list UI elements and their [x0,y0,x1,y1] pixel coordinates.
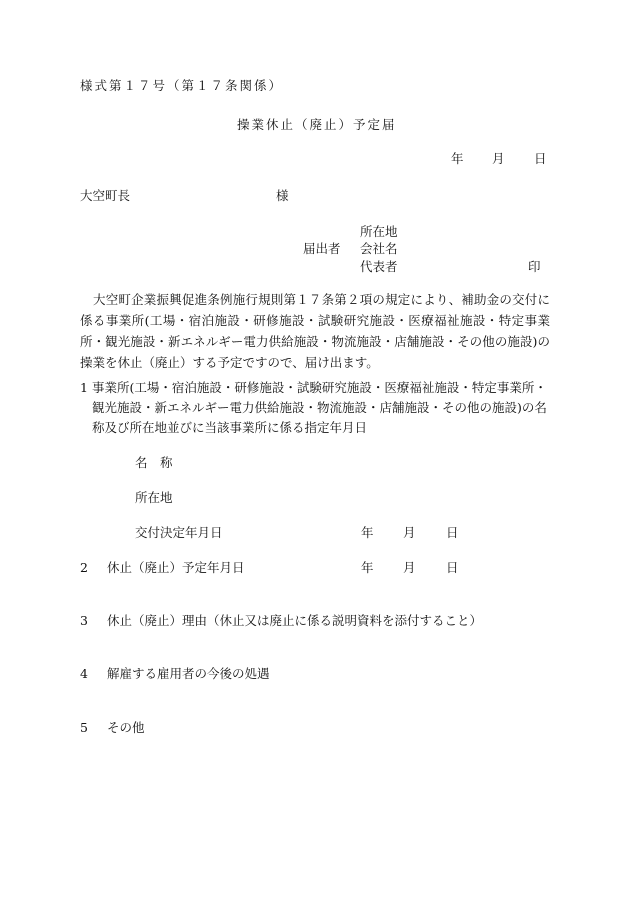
item-1-address-label: 所在地 [135,490,173,505]
item-2-year: 年 [361,560,374,575]
item-3-text: 休止（廃止）理由（休止又は廃止に係る説明資料を添付すること） [107,613,483,628]
item-1-decision-date-label: 交付決定年月日 [135,525,223,540]
notifier-address-label: 所在地 [360,224,398,239]
seal-mark: 印 [528,259,541,274]
form-number-label: 様式第１７号（第１７条関係） [80,78,284,93]
addressee-honorific: 様 [276,188,289,203]
item-5-text: その他 [107,720,145,735]
notifier-company-label: 会社名 [360,241,398,256]
item-2-month: 月 [403,560,416,575]
item-4-text: 解雇する雇用者の今後の処遇 [107,666,270,681]
item-5-number: 5 [80,720,88,735]
date-month: 月 [492,151,505,166]
body-paragraph: 大空町企業振興促進条例施行規則第１７条第２項の規定により、補助金の交付に係る事業所(工場・宿泊施設・研修施設・試験研究施設・医療福祉施設・特定事業所・観光施設・新エネルギー電力供給施設・物流施設・店舗施設・その他の施設)の操業を休止（廃止）する予定ですので、届け出ます。 [80,292,550,370]
item-1-text: 事業所(工場・宿泊施設・研修施設・試験研究施設・医療福祉施設・特定事業所・観光施設・新エネルギー電力供給施設・物流施設・店舗施設・その他の施設)の名称及び所在地並びに当該事業所に係る指定年月日 [92,380,547,435]
item-3-number: 3 [80,613,88,628]
notifier-representative-label: 代表者 [360,259,398,274]
item-2-text: 休止（廃止）予定年月日 [107,560,245,575]
item-2-number: 2 [80,560,88,575]
item-1-name-label: 名 称 [135,455,173,470]
item-1-number: 1 [80,380,88,395]
form-title: 操業休止（廃止）予定届 [237,117,397,132]
date-day: 日 [534,151,547,166]
item-1-month: 月 [403,525,416,540]
date-year: 年 [451,151,464,166]
item-4-number: 4 [80,666,88,681]
item-1-year: 年 [361,525,374,540]
item-2-day: 日 [446,560,459,575]
notifier-label: 届出者 [303,241,341,256]
item-1-day: 日 [446,525,459,540]
addressee-name: 大空町長 [80,188,131,203]
